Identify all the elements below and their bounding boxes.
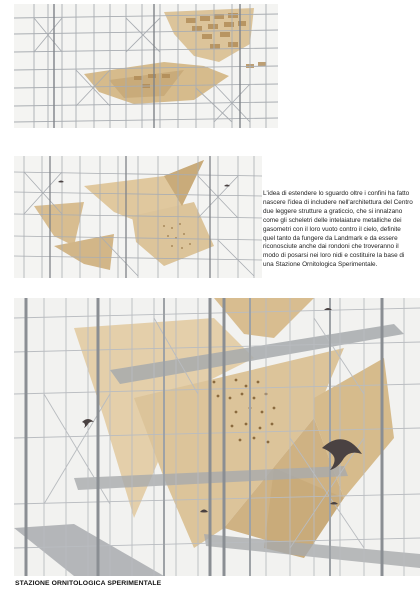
project-description: L'idea di estendere lo sguardo oltre i confini ha fatto nascere l'idea di includere nell'architettura del Centro due leggere strutture a graticcio, che si innalzano come gli scheletri delle intelaiature metalliche dei gasometri con il loro vuoto contro il cielo, definite quel tanto da fungere da Landmark e da essere riconosciute anche dai rondoni che troveranno il modo di posarsi nei loro nidi e costituire la base di una Stazione Ornitologica Sperimentale.: [263, 190, 413, 269]
render-top: [14, 4, 278, 128]
render-top-illustration: [14, 4, 278, 128]
render-large: [14, 298, 420, 576]
render-large-illustration: [14, 298, 420, 576]
render-middle: [14, 156, 262, 278]
caption: STAZIONE ORNITOLOGICA SPERIMENTALE: [15, 580, 162, 587]
render-middle-illustration: [14, 156, 262, 278]
